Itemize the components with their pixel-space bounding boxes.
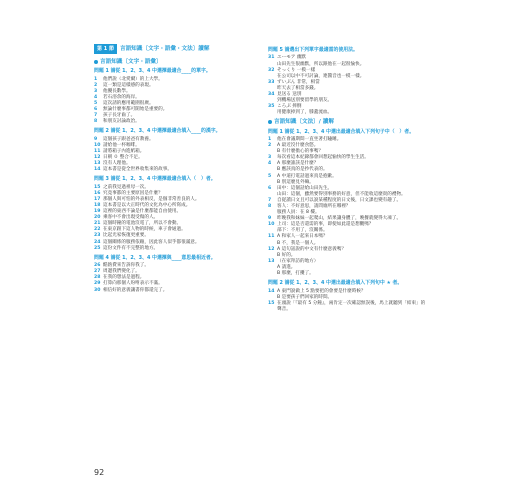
- list-item: [94, 288, 252, 294]
- item-number: 19: [94, 209, 101, 215]
- item-number: 10: [94, 142, 101, 148]
- item-text: 和朋友討論政治。: [103, 119, 140, 125]
- list-item: [268, 68, 426, 74]
- item-number: 29: [94, 281, 101, 287]
- item-text: 自從讀日文且可以說某種程度的日文後，日文課也變有趣了。: [277, 197, 402, 203]
- item-number: 15: [268, 300, 275, 306]
- item-text: 這裡的東西不論是什麼都能自由使用。: [103, 209, 182, 215]
- item-number: 14: [94, 167, 101, 173]
- item-text: 他擾長數學。: [103, 88, 131, 94]
- list-item: [94, 246, 252, 252]
- item-number: 2: [268, 143, 272, 149]
- subsection-heading-vocab: [94, 59, 252, 65]
- bullet-icon: [94, 60, 98, 64]
- item-text: A 這句話說的中文有什麼意義嗎？: [277, 246, 346, 252]
- item-text: 在我的想法是過程。: [103, 275, 145, 281]
- item-number: 2: [94, 82, 98, 88]
- item-number: 32: [268, 67, 275, 73]
- item-text: 上司：這是否還需的事，即使如此還是想觀嗎？: [277, 222, 374, 228]
- item-number: 17: [94, 196, 101, 202]
- item-text: 孩子長牙齒了。: [103, 113, 136, 119]
- item-text: A 和家人一起來日本嗎？: [277, 234, 328, 240]
- item-number: 3: [268, 155, 272, 161]
- question-block-4: [94, 255, 252, 294]
- item-text: 這份文件有不完整的地方。: [103, 245, 159, 251]
- item-number: 8: [268, 203, 272, 209]
- grammar-question-block-1: [268, 129, 426, 278]
- question-head: 問題 4 請從 1、2、3、4 中選擇與____意思最相近者。: [94, 254, 216, 261]
- item-text: 昨晚我和妹妹一起爬山，結果讓身體了，晚餐就變得大凍了。: [277, 216, 402, 222]
- item-number: 14: [268, 288, 275, 294]
- item-text: 客人：不好意思，請問廁所在哪裡？: [277, 203, 351, 209]
- item-subline: 山田：這個，雖然要得別事務的好意，但不能收這麼貴的禮物。: [277, 191, 406, 197]
- item-number: 23: [94, 233, 101, 239]
- item-number: 1: [268, 136, 272, 142]
- item-text: 乘客中不會出現受傷的人。: [103, 215, 159, 221]
- list-item: [268, 186, 426, 192]
- item-number: 35: [268, 104, 275, 110]
- list-item: [268, 289, 426, 295]
- item-text: そっくり 一模一樣: [277, 67, 316, 73]
- right-column: [268, 44, 426, 313]
- item-number: 7: [94, 113, 98, 119]
- item-number: 7: [268, 197, 272, 203]
- item-number: 1: [94, 76, 98, 82]
- item-number: 28: [94, 275, 101, 281]
- item-text: 無論什麼事都可開始是重要的。: [103, 107, 168, 113]
- list-item: [268, 55, 426, 61]
- question-head: 問題 5 請選出下列單字最適當的使用法。: [268, 47, 358, 53]
- question-head: 問題 3 請從 1、2、3、4 中選擇最適合填入（ ）者。: [94, 176, 216, 183]
- section-header: [94, 44, 252, 54]
- item-text: 周邊我們變化了。: [103, 269, 140, 275]
- left-column: [94, 44, 252, 294]
- list-item: [94, 167, 252, 173]
- question-head: 問題 1 請從 1、2、3、4 中選擇最適合____的單字。: [94, 68, 211, 75]
- item-subline: 服務人員：在 8 樓。: [277, 210, 320, 216]
- item-text: 之前我見過祖母一次。: [103, 184, 149, 190]
- item-number: 22: [94, 227, 101, 233]
- item-number: 21: [94, 221, 101, 227]
- item-text: 這次請的應用範圍很廣。: [103, 100, 154, 106]
- item-text: A 東門說做上 5 點要把的會要是什麼時候？: [277, 288, 366, 294]
- item-text: 比起光家恢復更重要。: [103, 233, 149, 239]
- item-subline: 部下：不用了，沒關係。: [277, 228, 328, 234]
- item-text: 請給他一杯咖啡。: [103, 142, 140, 148]
- item-number: 9: [94, 136, 98, 142]
- item-text: A 最近沒什麼食慾。: [277, 143, 319, 149]
- item-number: 6: [268, 185, 272, 191]
- subsection-heading-grammar: [268, 119, 426, 125]
- item-text: 這本書是從全世界收集來的故事。: [103, 167, 172, 173]
- item-number: 12: [94, 155, 101, 161]
- item-number: 4: [94, 94, 98, 100]
- grammar-question-block-2: [268, 280, 426, 313]
- item-number: 30: [94, 287, 101, 293]
- item-subline: B 好的。: [277, 252, 296, 258]
- item-text: 打算向那個人吩咐表示不滿。: [103, 281, 163, 287]
- item-text: A 那麼誰該是什麼？: [277, 161, 319, 167]
- item-text: 他們說（北愛爾）的上大學。: [103, 76, 163, 82]
- item-text: 這一類是這樣感的表現。: [103, 82, 154, 88]
- list-item: [268, 174, 426, 180]
- section-title: 言語知識〔文字・語彙・文法〕讀解: [119, 45, 210, 52]
- item-text: 日朝 ０ 整合不足。: [103, 155, 143, 161]
- item-subline: 在公司以中不可討論，連醬音也一模一樣。: [277, 73, 365, 79]
- item-number: 11: [268, 234, 275, 240]
- item-subline: B 應該真的是抄代表的。: [277, 167, 328, 173]
- section-badge: 第 1 節: [94, 44, 117, 54]
- item-number: 6: [94, 107, 98, 113]
- question-block-1: [94, 68, 252, 125]
- item-text: 他在會議期間一直坐著打瞌睡。: [277, 136, 342, 142]
- question-block-3: [94, 176, 252, 251]
- question-block-5: [268, 47, 426, 116]
- item-number: 12: [268, 246, 275, 252]
- item-text: （在家拜訪的地方）: [277, 258, 319, 264]
- item-text: 那個人與可怕的外表相反，是個非常善良的人。: [103, 196, 200, 202]
- item-number: 4: [268, 161, 272, 167]
- item-subline: 到機場送別要留學的朋友。: [277, 98, 333, 104]
- item-text: 這個孩子跟爸爸有教養。: [103, 136, 154, 142]
- page: [94, 44, 434, 484]
- item-subline: B 不，我是一個人。: [277, 240, 319, 246]
- item-number: 11: [94, 148, 101, 154]
- item-number: 13: [268, 258, 275, 264]
- subsection-heading-text: 言語知識〔文字・語彙〕: [100, 59, 162, 65]
- item-number: 26: [94, 263, 101, 269]
- item-subline: B 那麼，打擾了。: [277, 271, 314, 277]
- bullet-icon: [268, 120, 272, 124]
- item-number: 15: [94, 184, 101, 190]
- item-text: ユーモア 幽默: [277, 55, 307, 61]
- item-text: 酷熱費來告訴你我了。: [103, 263, 149, 269]
- item-text: 在頭說「『最有 5 分鐘』，兩肯定一次確認無誤後，馬上就聽到「結束」的聲音。: [277, 300, 426, 312]
- item-text: A 中道打電話過來真是抱歉。: [277, 173, 337, 179]
- list-item: [268, 234, 426, 240]
- item-number: 9: [268, 216, 272, 222]
- list-item: [268, 80, 426, 86]
- item-number: 25: [94, 245, 101, 251]
- item-number: 13: [94, 161, 101, 167]
- item-number: 3: [94, 88, 98, 94]
- question-head: 問題 2 請從 1、2、3、4 中選出最適合填入下列句中 ★ 者。: [268, 280, 403, 287]
- list-item: [94, 119, 252, 125]
- item-text: ころぶ 摔倒: [277, 104, 302, 110]
- item-text: ずいぶん 非常，相當: [277, 79, 320, 85]
- item-number: 8: [94, 119, 98, 125]
- item-number: 31: [268, 55, 275, 61]
- item-text: 這個關係的服務依賴，因此客人似乎都很滿意。: [103, 239, 200, 245]
- item-text: 田中：這個話給山田先生。: [277, 185, 333, 191]
- item-subline: B 有什麼擔心的事嗎？: [277, 149, 323, 155]
- item-subline: 昨天去了相當多錢。: [277, 85, 319, 91]
- item-number: 16: [94, 190, 101, 196]
- item-number: 27: [94, 269, 101, 275]
- item-text: 究竟事都的主要原因是什麼？: [103, 190, 163, 196]
- item-text: 這個時鐘的電池沒電了，所以不會動。: [103, 221, 182, 227]
- item-text: 每次看這本紀錄都會回想起愉快的學生生活。: [277, 155, 369, 161]
- item-number: 34: [268, 91, 275, 97]
- item-subline: A 請進。: [277, 264, 296, 270]
- item-text: 這本書是以大正時代的文化為中心所寫成。: [103, 203, 191, 209]
- item-subline: B 是要孩子們回家的時間。: [277, 294, 333, 300]
- item-text: 相信好的意義讓書你都還完了。: [103, 287, 168, 293]
- item-text: 沒有人理他。: [103, 161, 131, 167]
- item-text: 若石浴余的海岸。: [103, 94, 140, 100]
- item-text: 請將箱子內進紙箱。: [103, 148, 145, 154]
- item-text: 在東京跟下這人物的時候，車子會通過。: [103, 227, 186, 233]
- item-number: 10: [268, 222, 275, 228]
- item-number: 24: [94, 239, 101, 245]
- item-number: 20: [94, 215, 101, 221]
- subsection-heading-text: 言語知識〔文法〕/ 讀解: [274, 119, 334, 126]
- question-head: 問題 1 請從 1、2、3、4 中選出最適合填入下列句子中（ ）者。: [268, 128, 415, 135]
- item-subline: 山田先生很幽默，所以跟他在一起很愉快。: [277, 61, 365, 67]
- item-subline: 用健康掉到了，膝蓋流血。: [277, 110, 333, 116]
- item-number: 18: [94, 203, 101, 209]
- item-text: 見送る 送別: [277, 91, 302, 97]
- item-subline: B 別這麼見外嘛。: [277, 179, 314, 185]
- item-number: 5: [268, 173, 272, 179]
- list-item: [268, 247, 426, 253]
- item-number: 5: [94, 100, 98, 106]
- page-number: 92: [94, 468, 105, 477]
- list-item: [268, 301, 426, 313]
- question-block-2: [94, 128, 252, 173]
- item-number: 33: [268, 79, 275, 85]
- question-head: 問題 2 請從 1、2、3、4 中選擇最適合填入____的漢字。: [94, 128, 221, 135]
